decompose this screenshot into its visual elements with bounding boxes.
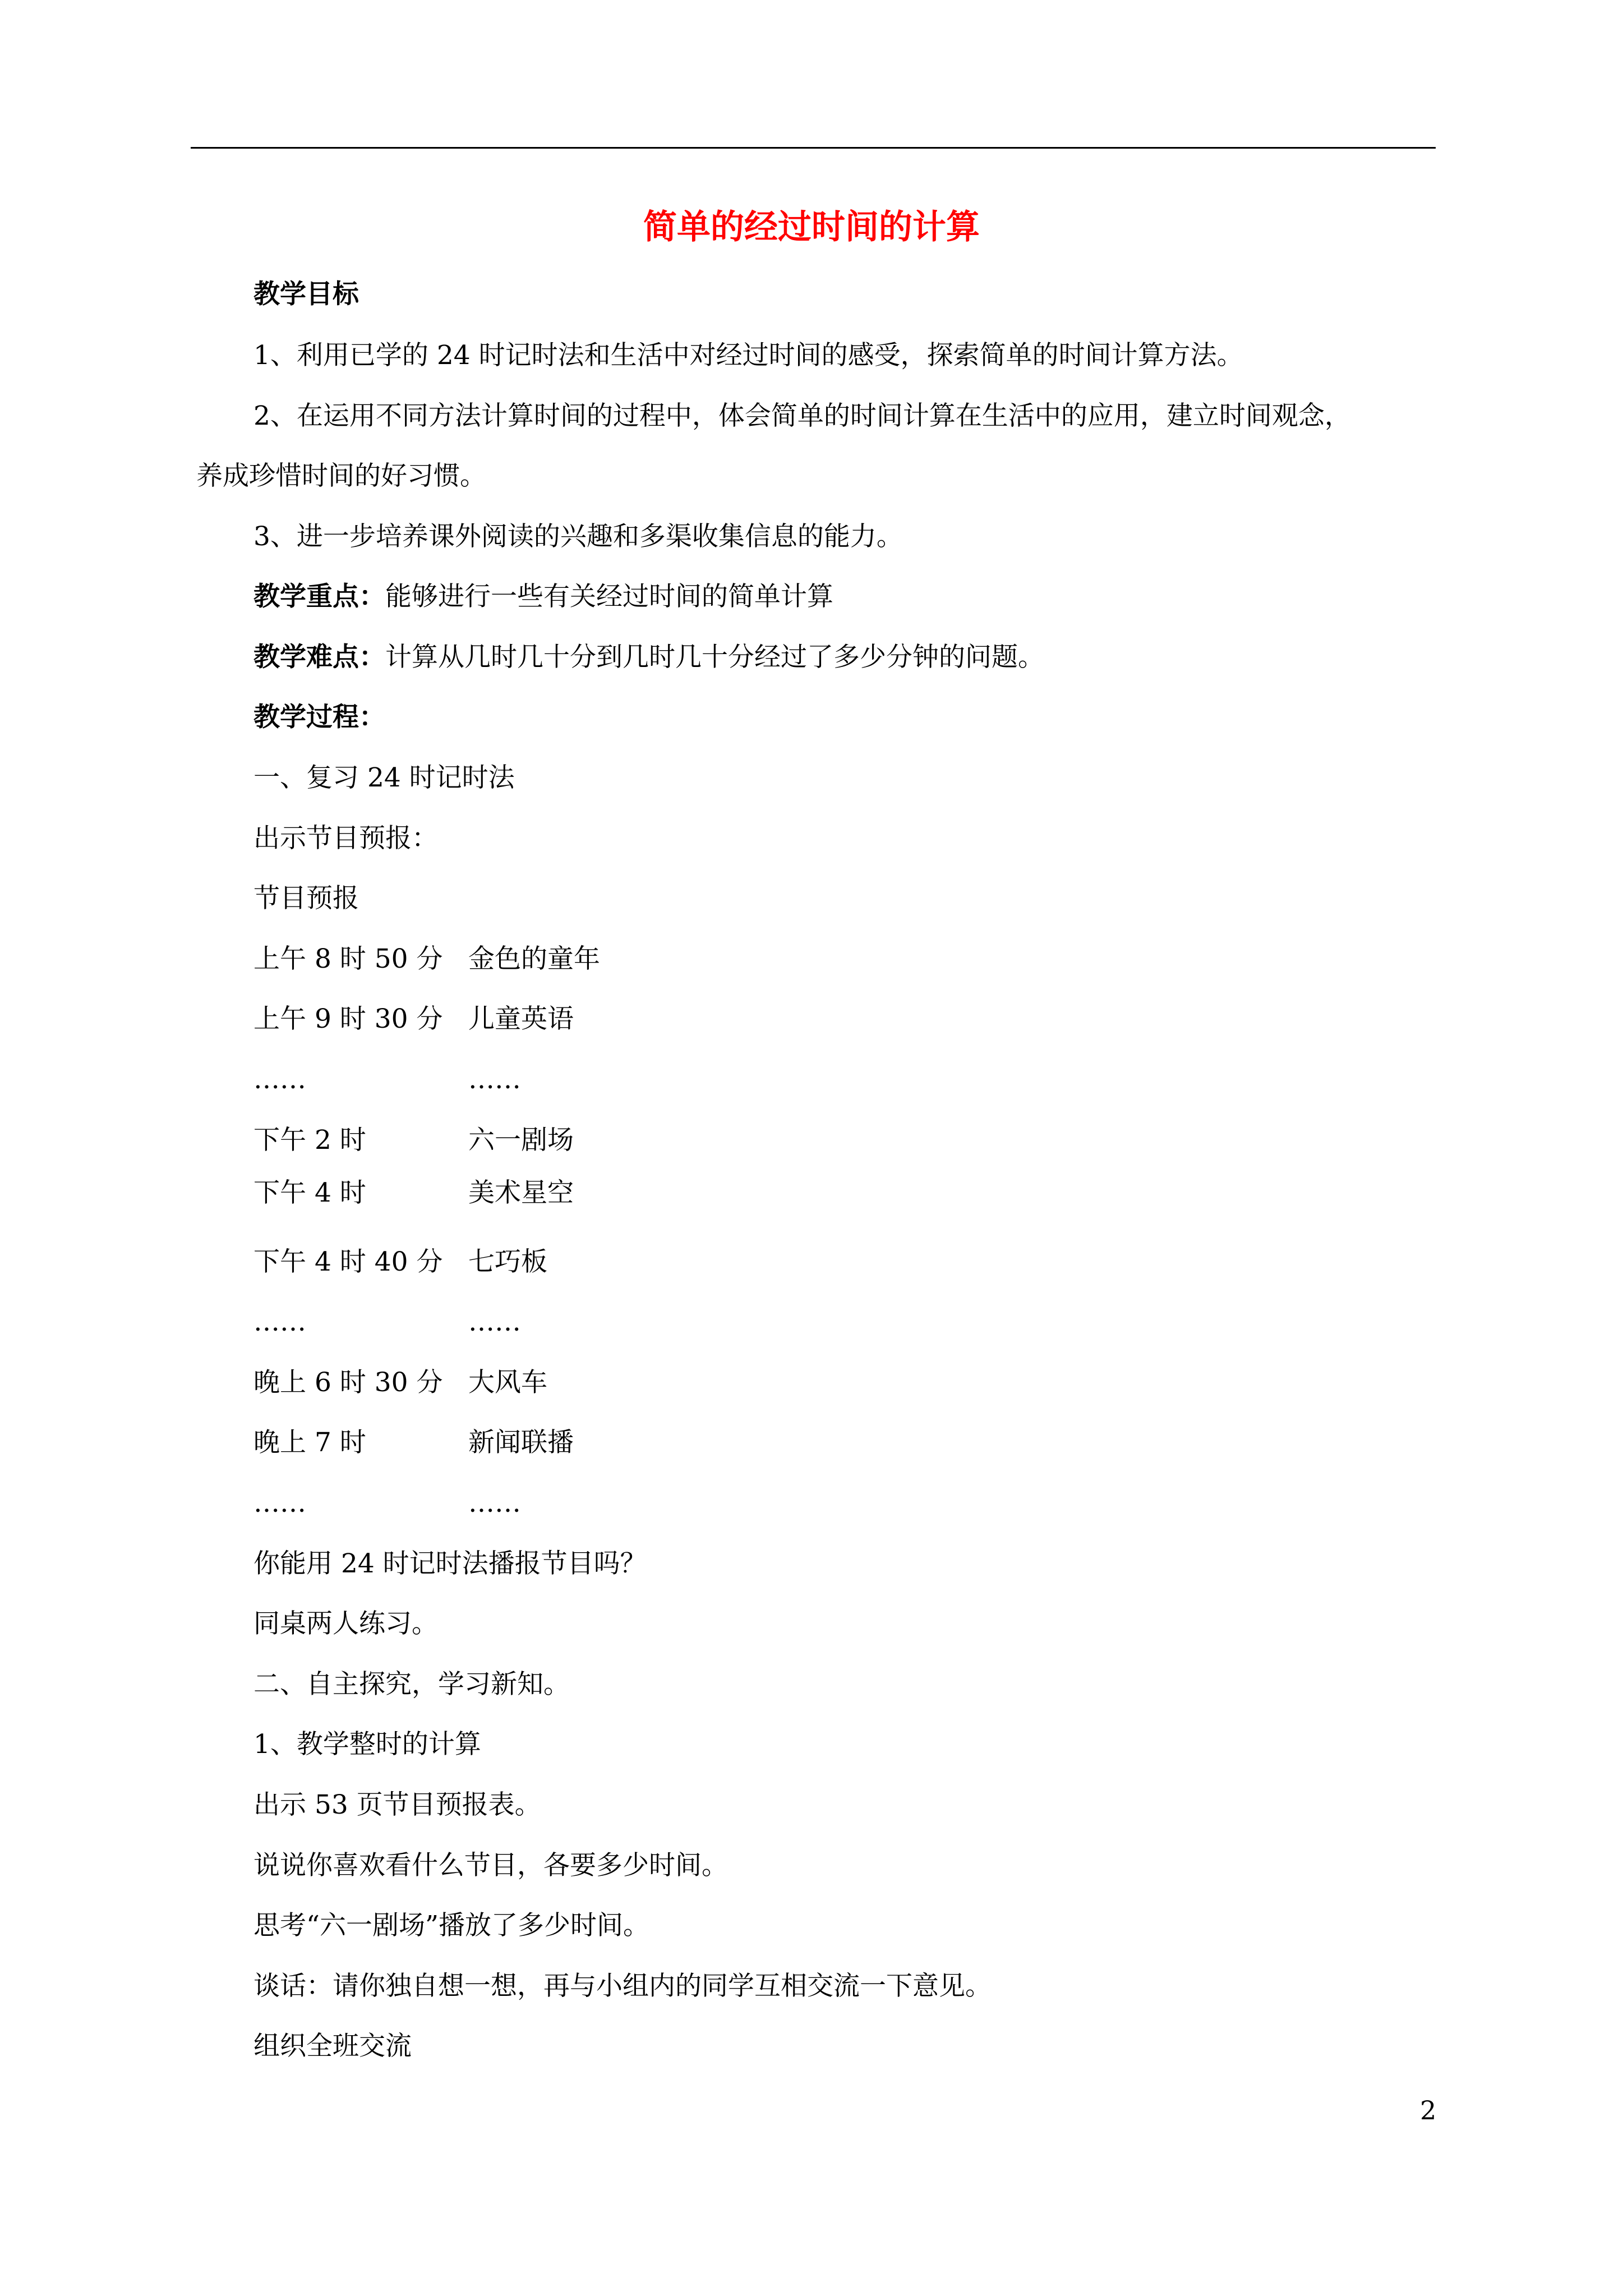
difficulty-text: 计算从几时几十分到几时几十分经过了多少分钟的问题。 xyxy=(385,642,1044,673)
page-number: 2 xyxy=(1420,2095,1437,2125)
schedule-time: 下午 4 时 40 分 xyxy=(253,1246,443,1277)
schedule-program: …… xyxy=(468,1306,521,1337)
organize-text: 组织全班交流 xyxy=(253,2031,412,2062)
schedule-program: 六一剧场 xyxy=(468,1125,574,1156)
schedule-program: 新闻联播 xyxy=(468,1427,574,1458)
schedule-time: 下午 2 时 xyxy=(253,1125,366,1156)
show-table-text: 出示 53 页节目预报表。 xyxy=(253,1789,541,1820)
objective-2-line-1: 2、在运用不同方法计算时间的过程中，体会简单的时间计算在生活中的应用，建立时间观念， xyxy=(253,401,1351,431)
schedule-program: 金色的童年 xyxy=(468,944,600,974)
talk-text-2: 谈话：请你独自想一想，再与小组内的同学互相交流一下意见。 xyxy=(253,1971,992,2001)
key-point-label: 教学重点： xyxy=(253,581,385,612)
schedule-time: …… xyxy=(253,1306,306,1337)
schedule-time: 上午 9 时 30 分 xyxy=(253,1004,443,1034)
schedule-program: 儿童英语 xyxy=(468,1004,574,1034)
process-heading: 教学过程： xyxy=(253,702,385,733)
question-1: 你能用 24 时记时法播报节目吗？ xyxy=(253,1548,647,1579)
objective-3: 3、进一步培养课外阅读的兴趣和多渠收集信息的能力。 xyxy=(253,521,903,552)
schedule-time: 晚上 6 时 30 分 xyxy=(253,1367,443,1398)
section-2-heading: 二、自主探究，学习新知。 xyxy=(253,1669,570,1700)
schedule-time: 晚上 7 时 xyxy=(253,1427,366,1458)
section-1-heading: 一、复习 24 时记时法 xyxy=(253,762,515,793)
header-rule xyxy=(191,147,1436,149)
question-2: 同桌两人练习。 xyxy=(253,1608,438,1639)
schedule-time: …… xyxy=(253,1488,306,1519)
objective-1: 1、利用已学的 24 时记时法和生活中对经过时间的感受，探索简单的时间计算方法。 xyxy=(253,340,1243,371)
schedule-program: 七巧板 xyxy=(468,1246,547,1277)
difficulty-point xyxy=(253,641,1044,674)
schedule-time: …… xyxy=(253,1064,306,1095)
think-text: 思考“六一剧场”播放了多少时间。 xyxy=(253,1910,650,1941)
schedule-time: 下午 4 时 xyxy=(253,1177,366,1208)
objectives-heading: 教学目标 xyxy=(253,279,359,310)
objective-2-line-2: 养成珍惜时间的好习惯。 xyxy=(196,461,486,491)
schedule-program: 美术星空 xyxy=(468,1177,574,1208)
subsection-1: 1、教学整时的计算 xyxy=(253,1729,481,1760)
schedule-title: 节目预报 xyxy=(253,883,359,914)
document-title: 简单的经过时间的计算 xyxy=(643,208,980,247)
schedule-program: …… xyxy=(468,1488,521,1519)
schedule-program: 大风车 xyxy=(468,1367,547,1398)
difficulty-label: 教学难点： xyxy=(253,642,385,673)
key-point-text: 能够进行一些有关经过时间的简单计算 xyxy=(385,581,833,612)
talk-text-1: 说说你喜欢看什么节目，各要多少时间。 xyxy=(253,1850,728,1881)
key-point xyxy=(253,580,833,614)
schedule-program: …… xyxy=(468,1064,521,1095)
show-schedule-text: 出示节目预报： xyxy=(253,823,438,854)
schedule-time: 上午 8 时 50 分 xyxy=(253,944,443,974)
